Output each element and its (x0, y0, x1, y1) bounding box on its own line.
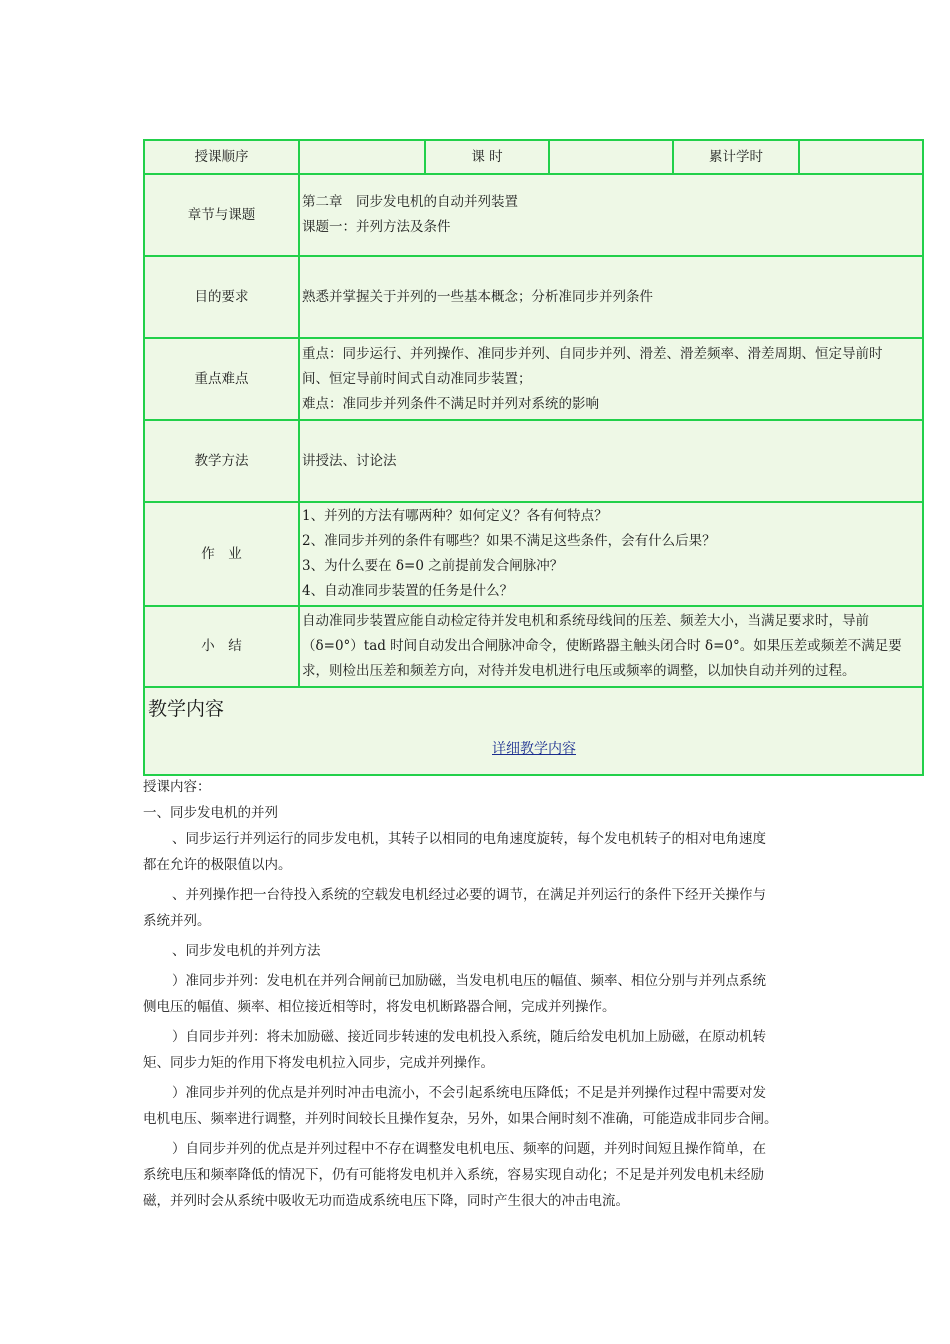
keypoints-label: 重点难点 (144, 338, 299, 420)
summary-line: （δ=0°）tad 时间自动发出合闸脉冲命令，使断路器主触头闭合时 δ=0°。如果压差或频差不满足要 (302, 638, 902, 654)
paragraph-line: 矩、同步力矩的作用下将发电机拉入同步，完成并列操作。 (143, 1055, 494, 1071)
chapter-value (299, 174, 923, 256)
body-paragraph (143, 882, 823, 934)
total-hours-value (799, 140, 923, 174)
homework-item: 4、自动准同步装置的任务是什么？ (302, 583, 514, 599)
summary-value (299, 606, 923, 687)
paragraph-line: ）准同步并列：发电机在并列合闸前已加励磁，当发电机电压的幅值、频率、相位分别与并列点系统 (172, 973, 766, 989)
total-hours-label: 累计学时 (673, 140, 799, 174)
row-chapter (144, 174, 923, 256)
lesson-plan-table (143, 139, 924, 776)
body-paragraph (143, 968, 823, 1020)
row-order (144, 140, 923, 174)
paragraph-line: 磁，并列时会从系统中吸收无功而造成系统电压下降，同时产生很大的冲击电流。 (143, 1193, 629, 1209)
lecture-body (143, 774, 823, 1218)
section-heading: 一、同步发电机的并列 (143, 805, 278, 821)
body-paragraph (143, 938, 823, 964)
paragraph-line: 侧电压的幅值、频率、相位接近相等时，将发电机断路器合闸，完成并列操作。 (143, 999, 616, 1015)
keypoints-line: 难点：准同步并列条件不满足时并列对系统的影响 (302, 395, 599, 412)
paragraph-line: ）自同步并列的优点是并列过程中不存在调整发电机电压、频率的问题，并列时间短且操作简单，在 (172, 1141, 766, 1157)
homework-item: 2、准同步并列的条件有哪些？如果不满足这些条件，会有什么后果？ (302, 533, 716, 549)
chapter-line: 课题一：并列方法及条件 (302, 219, 451, 235)
paragraph-line: ）自同步并列：将未加励磁、接近同步转速的发电机投入系统，随后给发电机加上励磁，在原动机转 (172, 1029, 766, 1045)
order-value (299, 140, 425, 174)
chapter-label: 章节与课题 (144, 174, 299, 256)
keypoints-line: 间、恒定导前时间式自动准同步装置； (302, 370, 532, 387)
paragraph-line: 、同步发电机的并列方法 (172, 943, 321, 959)
summary-line: 自动准同步装置应能自动检定待并发电机和系统母线间的压差、频差大小，当满足要求时，导前 (302, 613, 869, 629)
row-keypoints (144, 338, 923, 420)
row-homework (144, 502, 923, 606)
paragraph-line: ）准同步并列的优点是并列时冲击电流小，不会引起系统电压降低；不足是并列操作过程中需要对发 (172, 1085, 766, 1101)
homework-item: 3、为什么要在 δ=0 之前提前发合闸脉冲？ (302, 558, 564, 574)
paragraph-line: 电机电压、频率进行调整，并列时间较长且操作复杂，另外，如果合闸时刻不准确，可能造成非同步合闸。 (143, 1111, 778, 1127)
paragraph-line: 系统电压和频率降低的情况下，仍有可能将发电机并入系统，容易实现自动化；不足是并列发电机未经励 (143, 1167, 764, 1183)
row-goal (144, 256, 923, 338)
hours-value (549, 140, 673, 174)
summary-line: 求，则检出压差和频差方向，对待并发电机进行电压或频率的调整，以加快自动并列的过程。 (302, 663, 856, 679)
body-paragraph (143, 1024, 823, 1076)
body-paragraph (143, 1136, 823, 1214)
row-method (144, 420, 923, 502)
order-label: 授课顺序 (144, 140, 299, 174)
summary-label: 小 结 (144, 606, 299, 687)
goal-label: 目的要求 (144, 256, 299, 338)
row-content (144, 687, 923, 775)
paragraph-line: 系统并列。 (143, 913, 211, 929)
keypoints-value (299, 338, 923, 420)
body-paragraph (143, 826, 823, 878)
row-summary (144, 606, 923, 687)
goal-value: 熟悉并掌握关于并列的一些基本概念；分析准同步并列条件 (299, 256, 923, 338)
body-paragraph (143, 1080, 823, 1132)
homework-value (299, 502, 923, 606)
body-heading: 授课内容： (143, 779, 211, 795)
paragraph-line: 、并列操作把一台待投入系统的空载发电机经过必要的调节，在满足并列运行的条件下经开关操作与 (172, 887, 766, 903)
paragraph-line: 都在允许的极限值以内。 (143, 857, 292, 873)
chapter-line: 第二章 同步发电机的自动并列装置 (302, 194, 518, 210)
hours-label: 课 时 (425, 140, 549, 174)
homework-item: 1、并列的方法有哪两种？如何定义？各有何特点？ (302, 508, 608, 524)
keypoints-line: 重点：同步运行、并列操作、准同步并列、自同步并列、滑差、滑差频率、滑差周期、恒定导前时 (302, 345, 883, 362)
content-title: 教学内容 (148, 698, 225, 720)
detail-content-link[interactable]: 详细教学内容 (492, 741, 576, 757)
method-value: 讲授法、讨论法 (299, 420, 923, 502)
content-cell (144, 687, 923, 775)
paragraph-line: 、同步运行并列运行的同步发电机，其转子以相同的电角速度旋转，每个发电机转子的相对电角速度 (172, 831, 766, 847)
method-label: 教学方法 (144, 420, 299, 502)
homework-label: 作 业 (144, 502, 299, 606)
